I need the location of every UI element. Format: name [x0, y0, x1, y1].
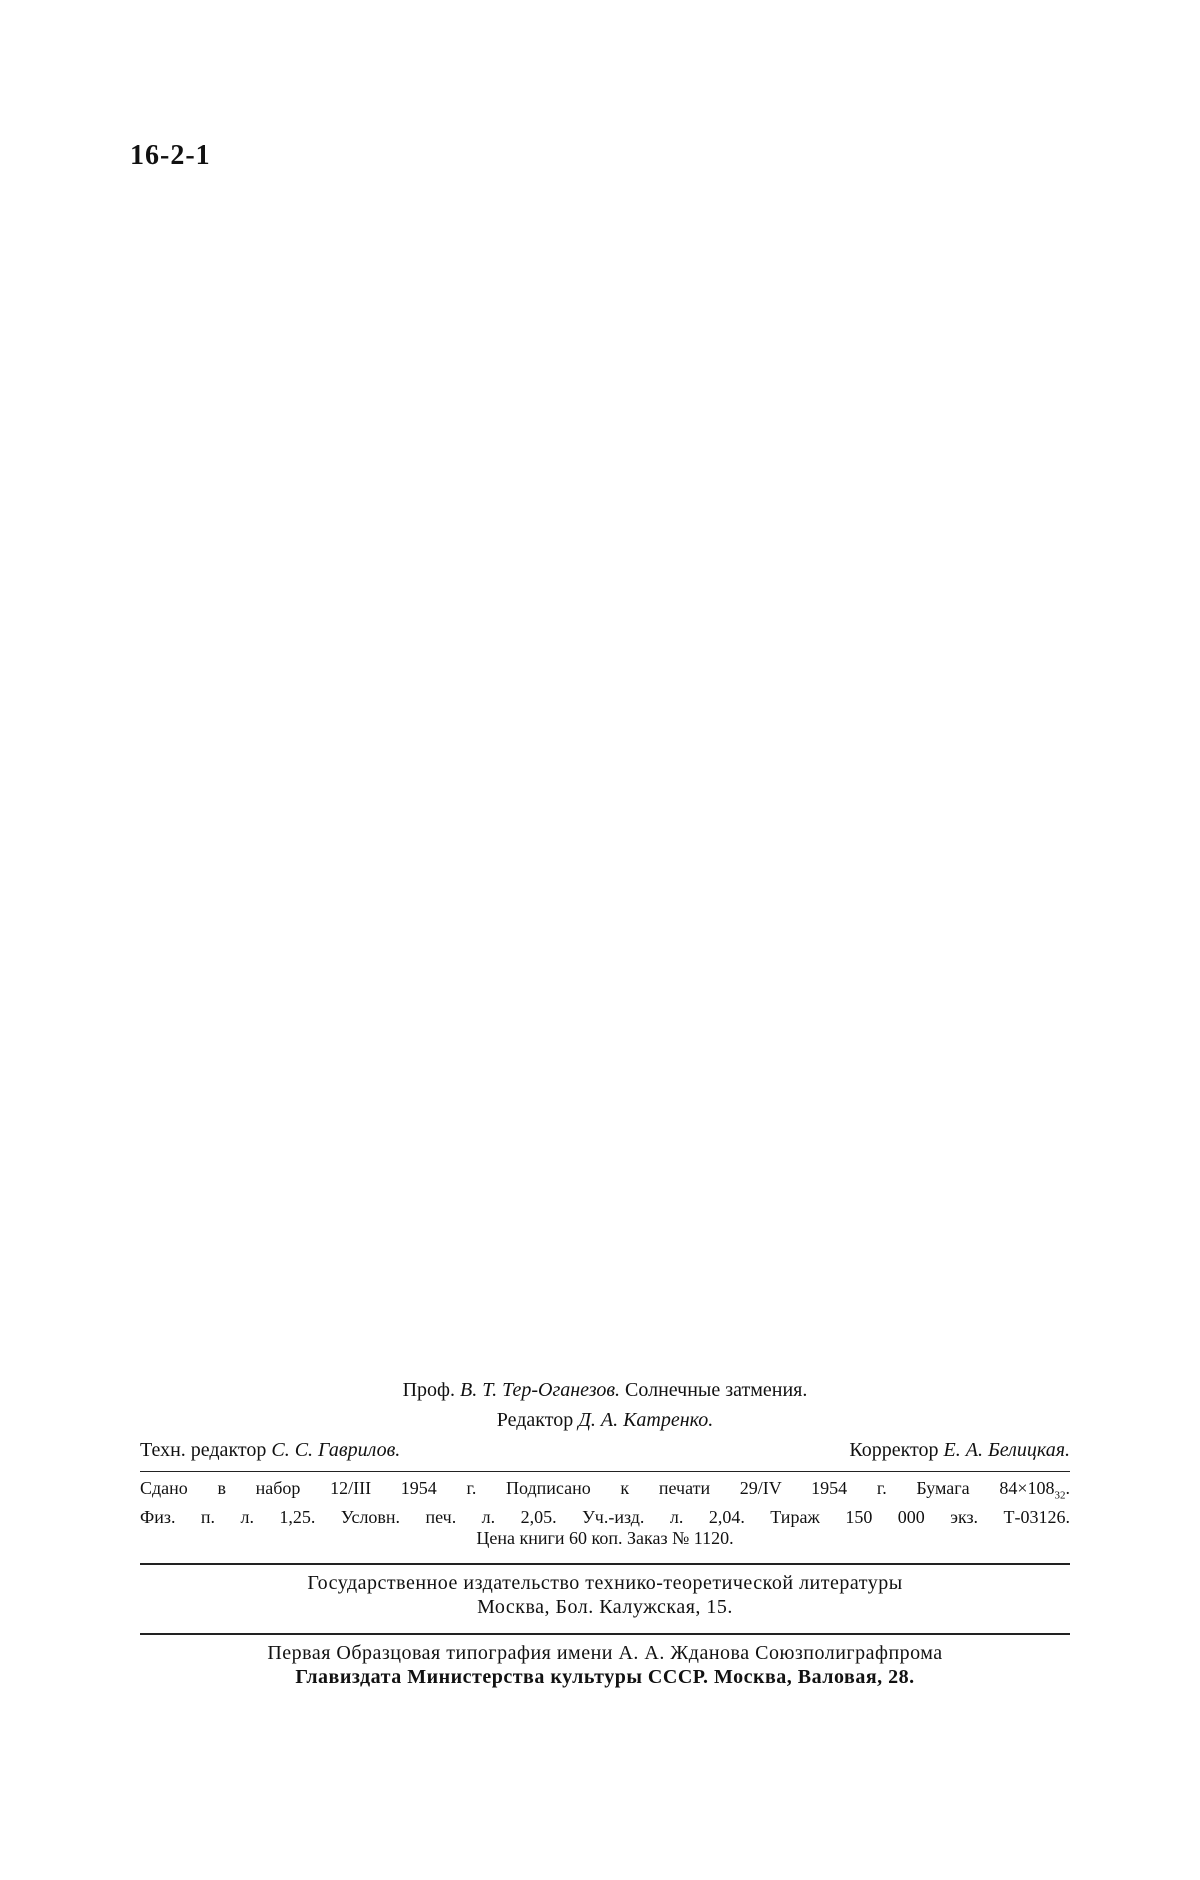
printer-line-2: Главиздата Министерства культуры СССР. Москва, Валовая, 28. [295, 1665, 915, 1688]
author-name: В. Т. Тер-Оганезов. [460, 1379, 621, 1401]
divider-3 [140, 1633, 1070, 1635]
proofreader [849, 1435, 1070, 1465]
print-info-line-1-text: Сдано в набор 12/III 1954 г. Подписано к печати 29/IV 1954 г. Бумага 84×108 [140, 1478, 1055, 1498]
index-code: 16-2-1 [130, 140, 211, 171]
editor-line [140, 1405, 1070, 1435]
spacer [140, 1549, 1070, 1557]
print-info-line-3: Цена книги 60 коп. Заказ № 1120. [476, 1527, 734, 1548]
print-info-line-1-end: . [1065, 1478, 1070, 1498]
colophon [140, 1375, 1070, 1689]
title-line [140, 1375, 1070, 1405]
print-info-line-1 [140, 1478, 1070, 1507]
divider-2 [140, 1563, 1070, 1565]
printer-line-1: Первая Образцовая типография имени А. А. Жданова Союзполиграфпрома [267, 1641, 943, 1664]
tech-editor-name: С. С. Гаврилов. [271, 1439, 401, 1461]
editor-name: Д. А. Катренко. [578, 1409, 714, 1431]
print-info-line-2: Физ. п. л. 1,25. Условн. печ. л. 2,05. Уч.-изд. л. 2,04. Тираж 150 000 экз. Т-03126. [140, 1506, 1070, 1527]
tech-editor-label: Техн. редактор [140, 1439, 267, 1461]
spacer [140, 1619, 1070, 1627]
staff-line [140, 1435, 1070, 1465]
tech-editor [140, 1435, 400, 1465]
proofreader-name: Е. А. Белицкая. [943, 1439, 1070, 1461]
author-prefix: Проф. [402, 1379, 455, 1401]
publisher-line-1: Государственное издательство технико-теоретической литературы [307, 1571, 903, 1594]
publisher-line-2: Москва, Бол. Калужская, 15. [477, 1595, 733, 1618]
book-title: Солнечные затмения. [625, 1379, 808, 1401]
proofreader-label: Корректор [849, 1439, 939, 1461]
paper-format-sub: 32 [1054, 1489, 1066, 1502]
editor-label: Редактор [496, 1409, 574, 1431]
divider-1 [140, 1471, 1070, 1472]
